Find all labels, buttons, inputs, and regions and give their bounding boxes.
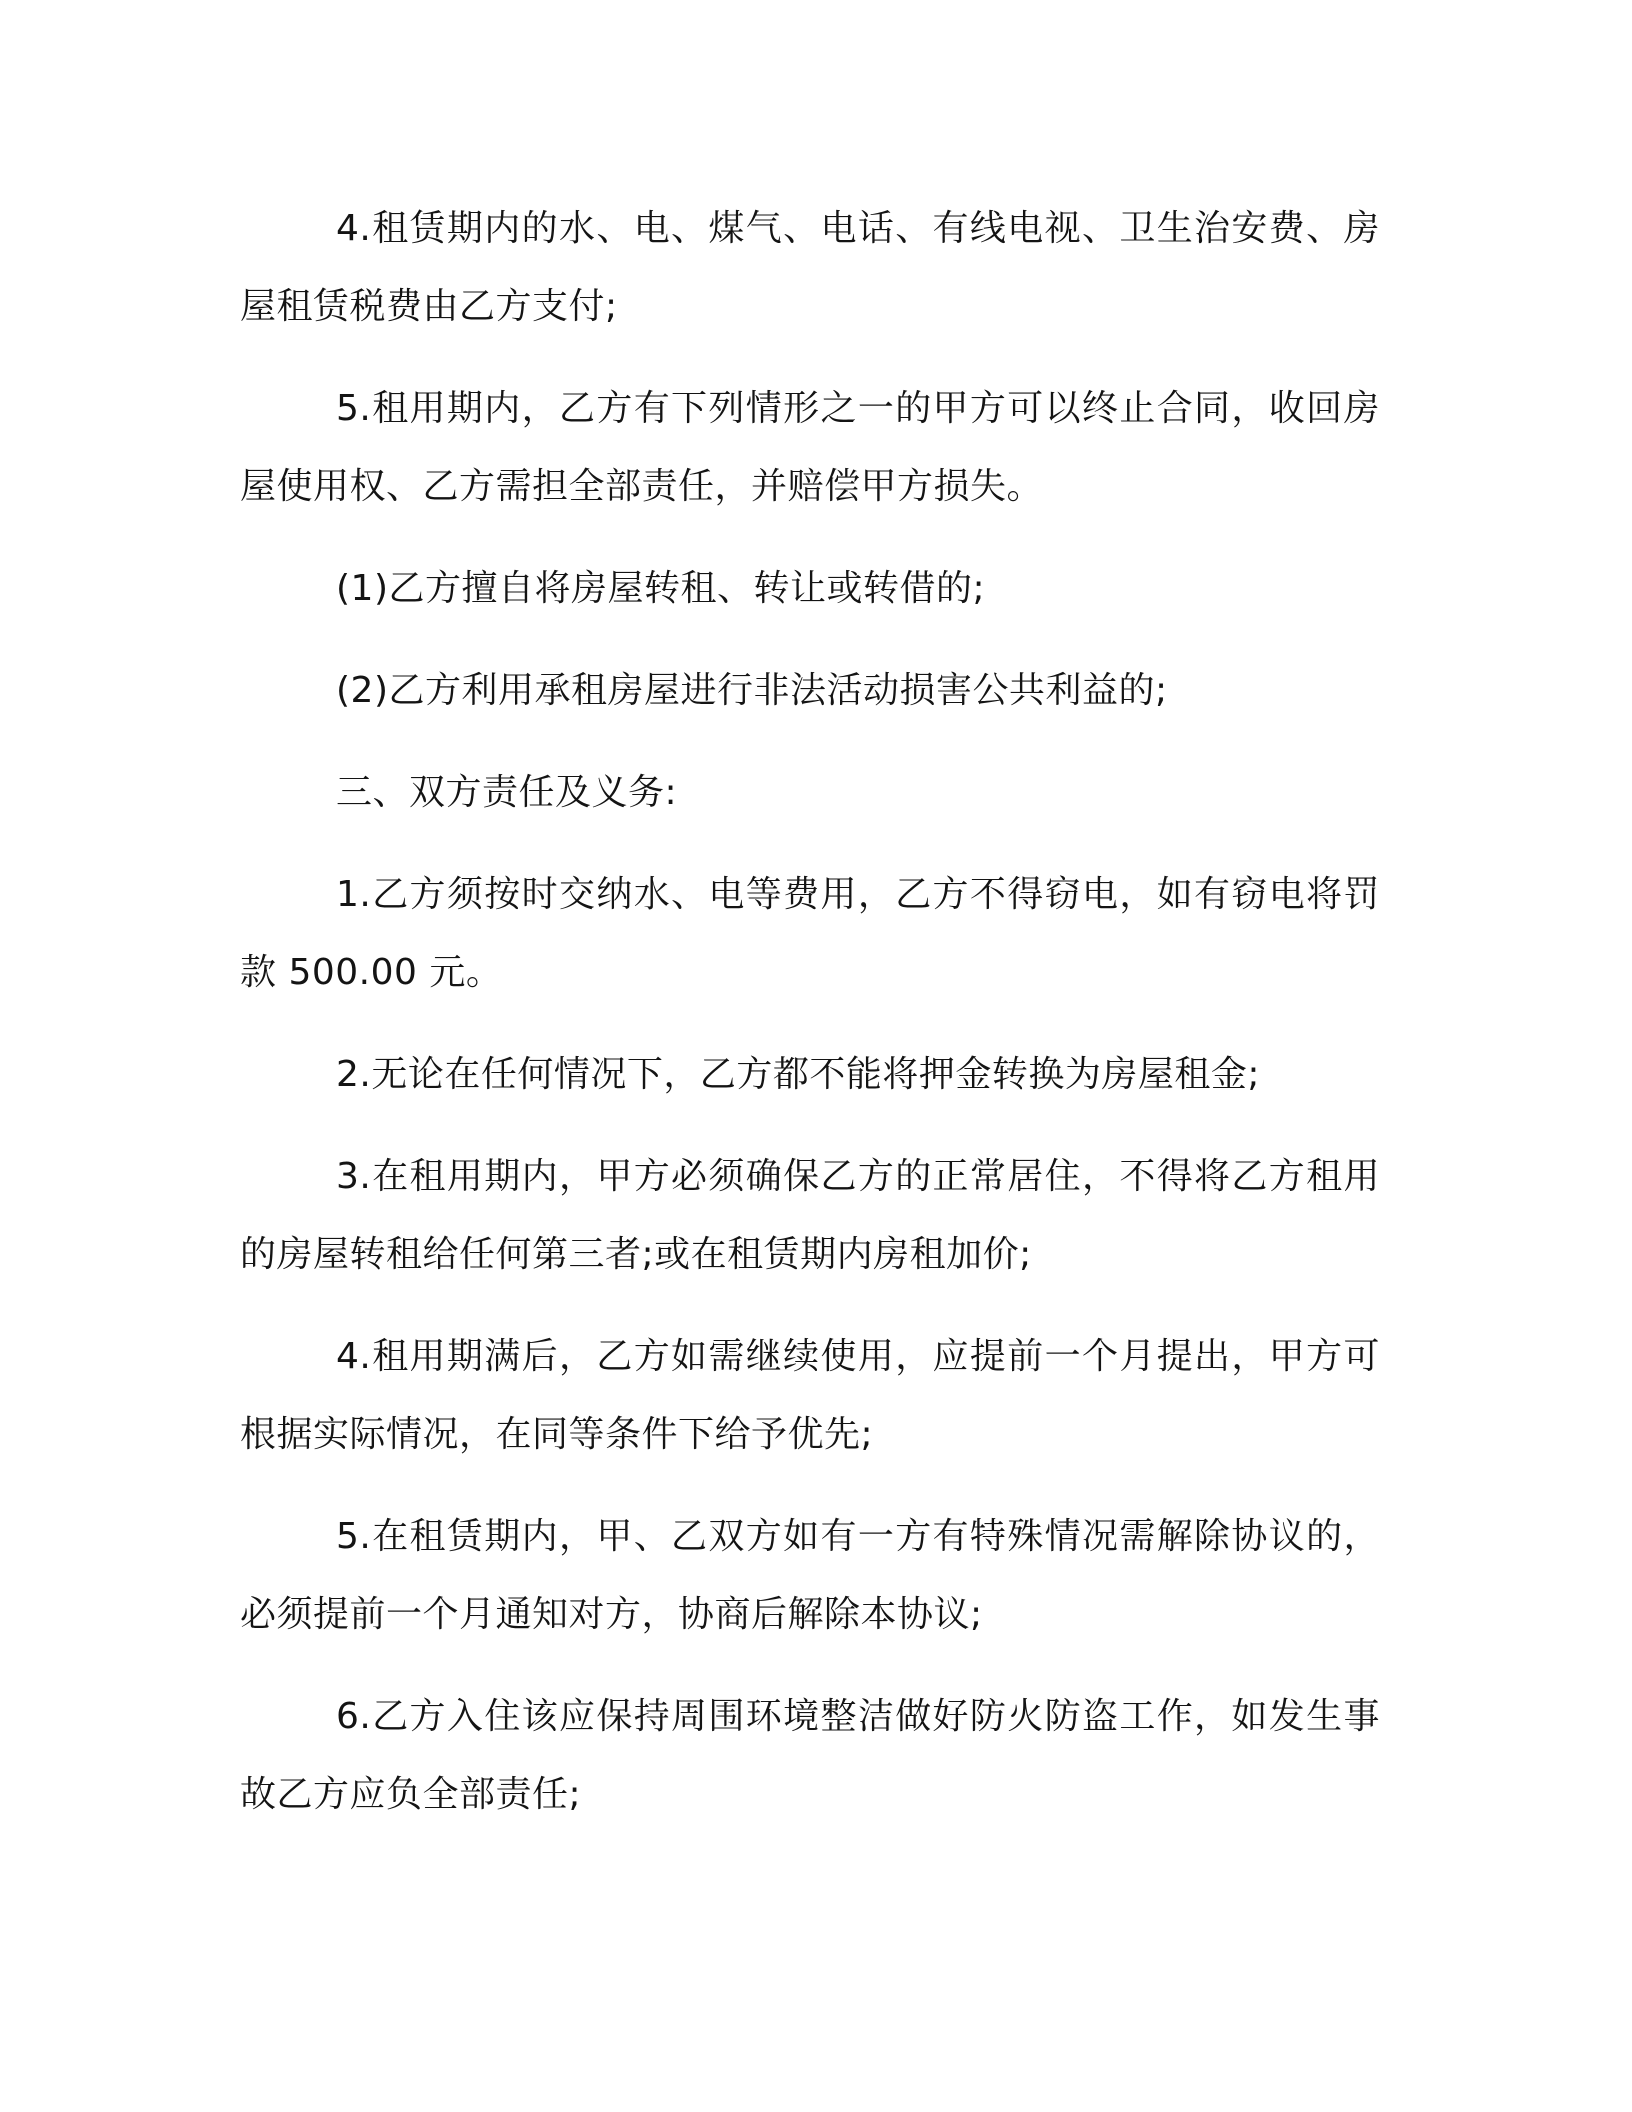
paragraph-deposit-clause: 2.无论在任何情况下，乙方都不能将押金转换为房屋租金; (336, 1054, 1260, 1095)
paragraph-illegal-activity-clause: (2)乙方利用承租房屋进行非法活动损害公共利益的; (336, 670, 1168, 711)
paragraph-fees-and-fine: 1.乙方须按时交纳水、电等费用，乙方不得窃电，如有窃电将罚款 500.00 元。 (240, 874, 1380, 993)
paragraph-landlord-guarantee: 3.在租用期内，甲方必须确保乙方的正常居住，不得将乙方租用的房屋转租给任何第三者;或在租赁期内房租加价; (240, 1156, 1380, 1275)
paragraph-sublet-clause: (1)乙方擅自将房屋转租、转让或转借的; (336, 568, 986, 609)
paragraph-termination-conditions: 5.租用期内，乙方有下列情形之一的甲方可以终止合同，收回房屋使用权、乙方需担全部责任，并赔偿甲方损失。 (240, 388, 1380, 507)
paragraph-early-termination: 5.在租赁期内，甲、乙双方如有一方有特殊情况需解除协议的，必须提前一个月通知对方，协商后解除本协议; (240, 1516, 1380, 1635)
paragraph-safety-responsibility: 6.乙方入住该应保持周围环境整洁做好防火防盗工作，如发生事故乙方应负全部责任; (240, 1696, 1380, 1815)
document-body (240, 190, 1380, 1834)
paragraph-renewal-clause: 4.租用期满后，乙方如需继续使用，应提前一个月提出，甲方可根据实际情况，在同等条件下给予优先; (240, 1336, 1380, 1455)
paragraph-utilities-payment: 4.租赁期内的水、电、煤气、电话、有线电视、卫生治安费、房屋租赁税费由乙方支付; (240, 208, 1380, 327)
section-heading-responsibilities: 三、双方责任及义务: (336, 772, 678, 813)
